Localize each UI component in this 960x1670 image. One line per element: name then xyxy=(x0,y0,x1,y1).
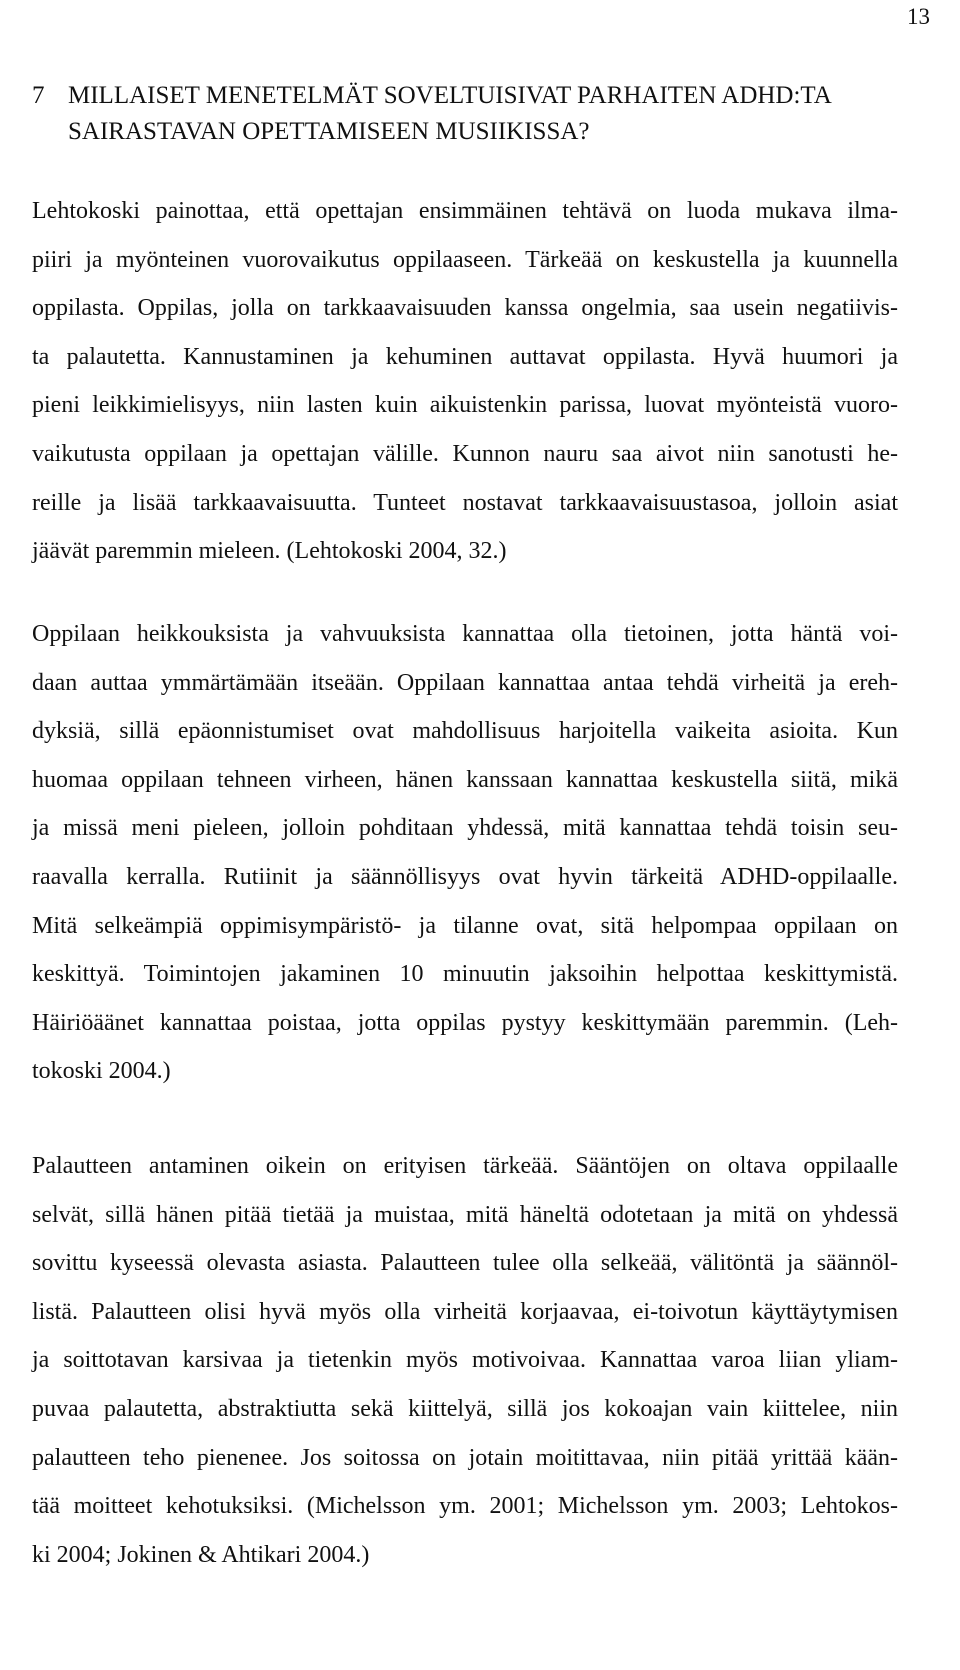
paragraph-line: Häiriöäänet kannattaa poistaa, jotta oppilas pystyy keskittymään paremmin. (Leh- xyxy=(32,1009,898,1036)
paragraph-line: ja missä meni pieleen, jolloin pohditaan yhdessä, mitä kannattaa tehdä toisin seu- xyxy=(32,815,898,842)
paragraph-line: puvaa palautetta, abstraktiutta sekä kiittelyä, sillä jos kokoajan vain kiittelee, niin xyxy=(32,1395,898,1422)
paragraph-line: huomaa oppilaan tehneen virheen, hänen kanssaan kannattaa keskustella siitä, mikä xyxy=(32,766,898,793)
paragraph-line: ta palautetta. Kannustaminen ja kehuminen auttavat oppilasta. Hyvä huumori ja xyxy=(32,343,898,370)
paragraph-line: reille ja lisää tarkkaavaisuutta. Tunteet nostavat tarkkaavaisuustasoa, jolloin asiat xyxy=(32,489,898,516)
section-heading xyxy=(32,78,912,150)
paragraph-line: Lehtokoski painottaa, että opettajan ensimmäinen tehtävä on luoda mukava ilma- xyxy=(32,198,898,224)
paragraph-line: listä. Palautteen olisi hyvä myös olla virheitä korjaavaa, ei-toivotun käyttäytymisen xyxy=(32,1298,898,1325)
paragraph-line: raavalla kerralla. Rutiinit ja säännöllisyys ovat hyvin tärkeitä ADHD-oppilaalle. xyxy=(32,863,898,890)
paragraph-line: ja soittotavan karsivaa ja tietenkin myös motivoivaa. Kannattaa varoa liian yliam- xyxy=(32,1347,898,1374)
paragraph-line: tää moitteet kehotuksiksi. (Michelsson ym. 2001; Michelsson ym. 2003; Lehtokos- xyxy=(32,1493,898,1520)
paragraph-line: Palautteen antaminen oikein on erityisen tärkeää. Sääntöjen on oltava oppilaalle xyxy=(32,1153,898,1179)
paragraph-line: keskittyä. Toimintojen jakaminen 10 minuutin jaksoihin helpottaa keskittymistä. xyxy=(32,961,898,988)
paragraph-line: Oppilaan heikkouksista ja vahvuuksista kannattaa olla tietoinen, jotta häntä voi- xyxy=(32,621,898,647)
section-number: 7 xyxy=(32,82,45,109)
paragraph-line: palautteen teho pienenee. Jos soitossa on jotain moitittavaa, niin pitää yrittää kään- xyxy=(32,1444,898,1471)
paragraph-line: selvät, sillä hänen pitää tietää ja muistaa, mitä häneltä odotetaan ja mitä on yhdessä xyxy=(32,1201,898,1228)
paragraph-line: pieni leikkimielisyys, niin lasten kuin aikuistenkin parissa, luovat myönteistä vuoro- xyxy=(32,392,898,419)
paragraph-1 xyxy=(32,187,898,576)
heading-line-1: MILLAISET MENETELMÄT SOVELTUISIVAT PARHAITEN ADHD:TA xyxy=(68,82,832,109)
page-number: 13 xyxy=(907,4,930,29)
paragraph-line: oppilasta. Oppilas, jolla on tarkkaavaisuuden kanssa ongelmia, saa usein negatiivis- xyxy=(32,295,898,322)
paragraph-line: piiri ja myönteinen vuorovaikutus oppilaaseen. Tärkeää on keskustella ja kuunnella xyxy=(32,246,898,273)
paragraph-line: daan auttaa ymmärtämään itseään. Oppilaan kannattaa antaa tehdä virheitä ja ereh- xyxy=(32,669,898,696)
paragraph-2 xyxy=(32,610,898,1096)
paragraph-line: sovittu kyseessä olevasta asiasta. Palautteen tulee olla selkeää, välitöntä ja säännöl- xyxy=(32,1250,898,1277)
paragraph-line: dyksiä, sillä epäonnistumiset ovat mahdollisuus harjoitella vaikeita asioita. Kun xyxy=(32,718,898,745)
paragraph-line: ki 2004; Jokinen & Ahtikari 2004.) xyxy=(32,1541,370,1568)
paragraph-line: Mitä selkeämpiä oppimisympäristö- ja tilanne ovat, sitä helpompaa oppilaan on xyxy=(32,912,898,939)
paragraph-line: tokoski 2004.) xyxy=(32,1058,171,1085)
paragraph-line: jäävät paremmin mieleen. (Lehtokoski 2004, 32.) xyxy=(32,538,507,565)
paragraph-3 xyxy=(32,1142,898,1579)
paragraph-line: vaikutusta oppilaan ja opettajan välille. Kunnon nauru saa aivot niin sanotusti he- xyxy=(32,440,898,467)
heading-line-2: SAIRASTAVAN OPETTAMISEEN MUSIIKISSA? xyxy=(68,118,590,145)
